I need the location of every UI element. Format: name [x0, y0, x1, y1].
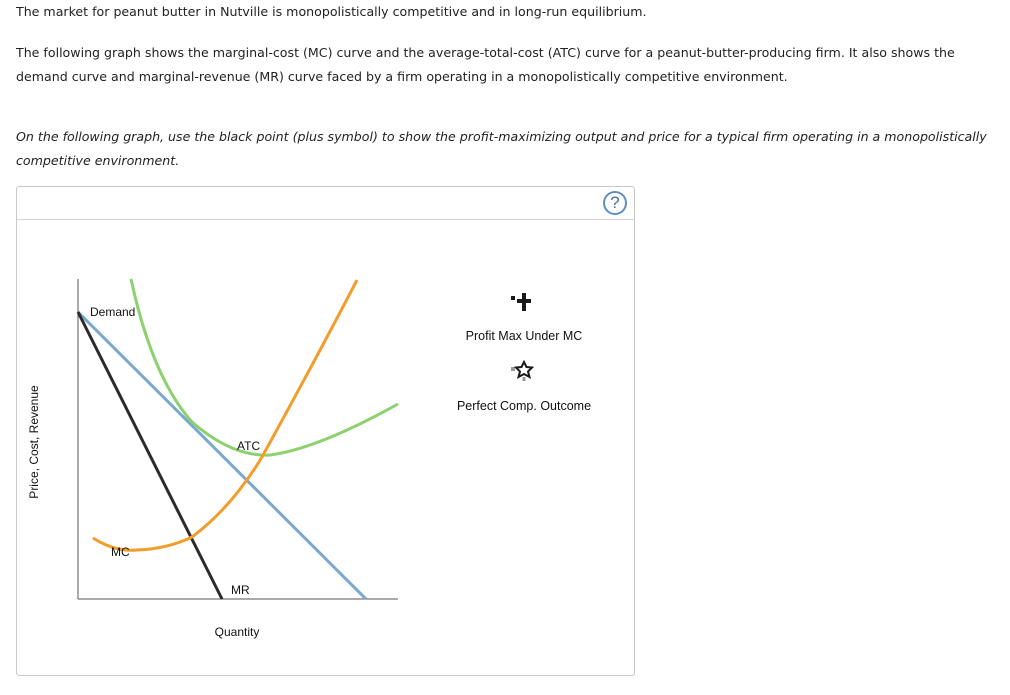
x-axis-title: Quantity: [214, 625, 260, 639]
star-icon[interactable]: [511, 362, 532, 381]
plus-symbol-icon[interactable]: [511, 293, 531, 311]
question-mark-icon[interactable]: ?: [603, 191, 627, 215]
graph-area[interactable]: [17, 187, 636, 677]
mr-label: MR: [231, 583, 250, 597]
perfect-comp-tool[interactable]: [457, 362, 591, 413]
mc-label: MC: [111, 545, 130, 559]
graph-panel: [16, 186, 635, 676]
profit-max-tool[interactable]: [466, 293, 583, 343]
description-text: The following graph shows the marginal-cost (MC) curve and the average-total-cost (ATC) curve for a peanut-butter-producing firm. It also shows the demand curve and marginal-revenue (MR) curve faced by a firm operating in a monopolistically competitive environment.: [16, 45, 955, 84]
y-axis-title: Price, Cost, Revenue: [27, 385, 41, 499]
demand-label: Demand: [90, 305, 136, 319]
perfect-comp-label: Perfect Comp. Outcome: [456, 399, 592, 413]
profit-max-label: Profit Max Under MC: [465, 329, 583, 343]
mc-curve[interactable]: [93, 280, 357, 550]
atc-curve[interactable]: [131, 279, 398, 455]
atc-label: ATC: [237, 439, 261, 453]
task-text: On the following graph, use the black point (plus symbol) to show the profit-maximizing output and price for a typical firm operating in a monopolistically competitive environment.: [16, 129, 987, 168]
intro-text: The market for peanut butter in Nutville is monopolistically competitive and in long-run equilibrium.: [16, 4, 647, 19]
mr-curve[interactable]: [78, 312, 222, 599]
